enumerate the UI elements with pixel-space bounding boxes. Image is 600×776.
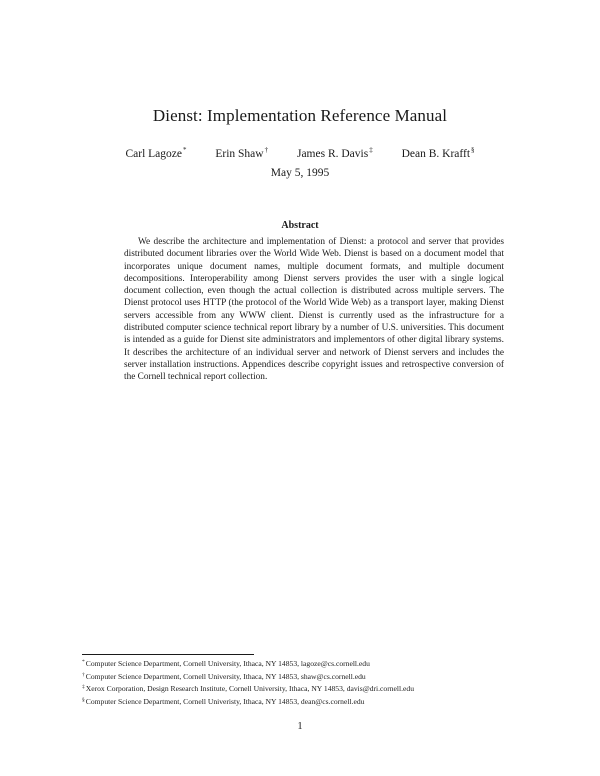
footnote [82, 657, 542, 670]
abstract-heading: Abstract [281, 220, 319, 231]
footnote [82, 695, 542, 708]
footnote-text: Xerox Corporation, Design Research Institute, Cornell University, Ithaca, NY 14853, davis@dri.cornell.edu [85, 684, 414, 694]
publication-date: May 5, 1995 [270, 167, 330, 179]
footnote-mark: § [82, 696, 85, 703]
author-name: Carl Lagoze [125, 148, 182, 160]
footnote [82, 682, 542, 695]
paper-title: Dienst: Implementation Reference Manual [152, 106, 448, 125]
abstract-text: We describe the architecture and implementation of Dienst: a protocol and server that provides distributed document libraries over the World Wide Web. Dienst is based on a document model that incorporates unique document names, multiple document formats, and multiple document decompositions. Interoperability among Dienst servers provides the user with a single logical document collection, even though the actual collection is distributed across multiple servers. The Dienst protocol uses HTTP (the protocol of the World Wide Web) as a transport layer, making Dienst servers accessible from any WWW client. Dienst is currently used as the infrastructure for a distributed computer science technical report library by a number of U.S. universities. This document is intended as a guide for Dienst site administrators and implementors of other digital library systems. It describes the architecture of an individual server and network of Dienst servers and includes the server installation instructions. Appendices describe copyright issues and retrospective conversion of the Cornell technical report collection. [124, 237, 504, 383]
footnote-mark: † [82, 671, 85, 678]
footnote-text: Computer Science Department, Cornell University, Ithaca, NY 14853, shaw@cs.cornell.edu [85, 671, 366, 681]
page-number: 1 [297, 721, 303, 732]
footnote-text: Computer Science Department, Cornell Univeristy, Ithaca, NY 14853, dean@cs.cornell.edu [85, 696, 365, 706]
author-2 [215, 146, 268, 160]
author-4 [402, 146, 475, 160]
footnote-mark: * [82, 659, 85, 665]
author-1 [125, 146, 186, 160]
author-name: James R. Davis [296, 148, 369, 160]
author-mark: ‡ [369, 146, 373, 154]
author-mark: § [471, 146, 475, 154]
footnote-list [82, 657, 542, 707]
author-list [0, 146, 600, 160]
footnote-divider [82, 654, 254, 655]
author-name: Erin Shaw [215, 148, 264, 160]
author-mark: * [182, 146, 187, 154]
footnote [82, 670, 542, 683]
author-name: Dean B. Krafft [401, 148, 471, 160]
author-3 [297, 146, 373, 160]
footnote-text: Computer Science Department, Cornell University, Ithaca, NY 14853, lagoze@cs.cornell.edu [85, 659, 370, 668]
footnote-mark: ‡ [82, 684, 85, 691]
author-mark: † [264, 146, 269, 154]
